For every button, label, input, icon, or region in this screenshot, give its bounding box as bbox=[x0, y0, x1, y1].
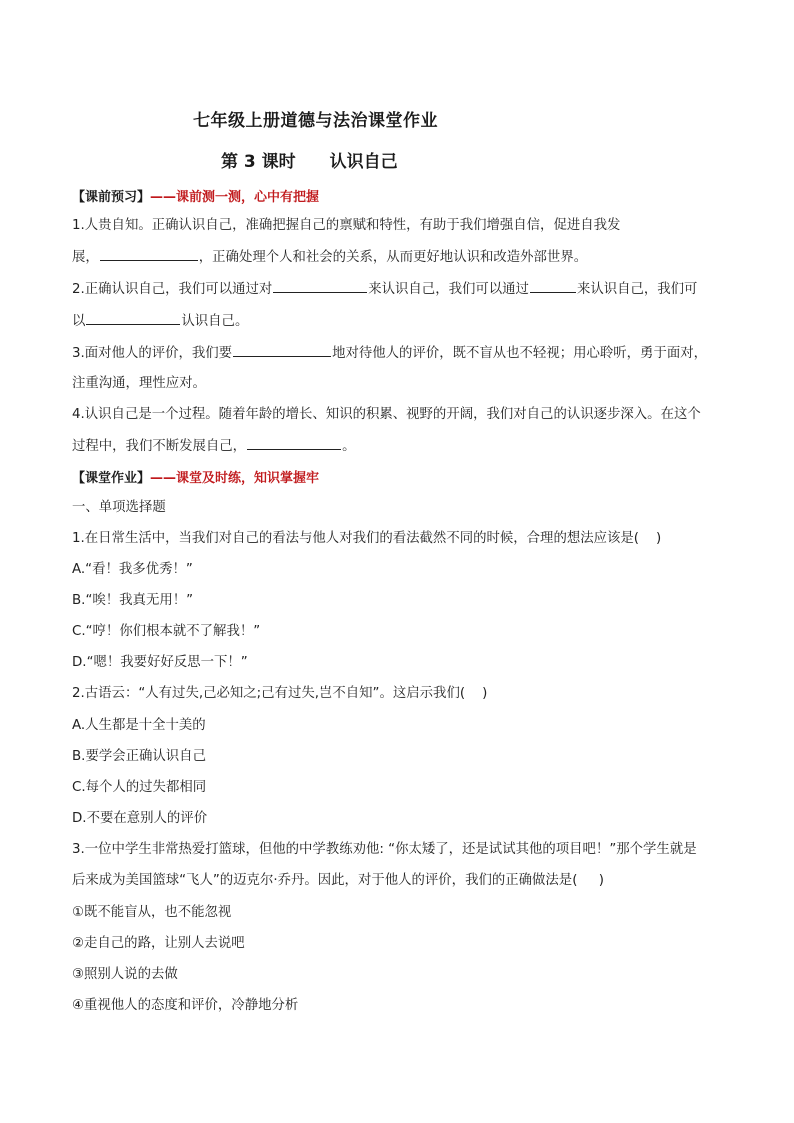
lesson-number: 第 3 课时 bbox=[221, 152, 296, 172]
choice-q2-option-a[interactable]: A.人生都是十全十美的 bbox=[72, 718, 206, 733]
preview-q4-line1: 4.认识自己是一个过程。随着年龄的增长、知识的积累、视野的开阔，我们对自己的认识逐步深入。在这个 bbox=[72, 407, 701, 422]
choice-q1-stem: 1.在日常生活中，当我们对自己的看法与他人对我们的看法截然不同的时候，合理的想法应该是( ) bbox=[72, 531, 662, 546]
answer-blank[interactable] bbox=[233, 343, 331, 357]
choice-q2-option-c[interactable]: C.每个人的过失都相同 bbox=[72, 780, 207, 795]
choice-q3-stem-line1: 3.一位中学生非常热爱打篮球，但他的中学教练劝他: “你太矮了，还是试试其他的项目吧！”那个学生就是 bbox=[72, 842, 697, 857]
choice-q3-stem-line2: 后来成为美国篮球“飞人”的迈克尔·乔丹。因此，对于他人的评价，我们的正确做法是( ) bbox=[72, 873, 604, 888]
choice-q3-item-3: ③照别人说的去做 bbox=[72, 967, 178, 982]
class-section-label: 【课堂作业】 bbox=[72, 471, 151, 486]
preview-q2-line2: 以 认识自己。 bbox=[72, 311, 248, 332]
choice-heading: 一、单项选择题 bbox=[72, 500, 166, 515]
preview-q2-line1: 2.正确认识自己，我们可以通过对 来认识自己，我们可以通过 来认识自己，我们可 bbox=[72, 279, 697, 300]
preview-q1-line2: 展， ，正确处理个人和社会的关系，从而更好地认识和改造外部世界。 bbox=[72, 247, 587, 268]
choice-q2-option-d[interactable]: D.不要在意别人的评价 bbox=[72, 811, 208, 826]
preview-q4-line2: 过程中，我们不断发展自己， 。 bbox=[72, 436, 355, 457]
choice-q2-option-b[interactable]: B.要学会正确认识自己 bbox=[72, 749, 206, 764]
preview-q3-line2: 注重沟通，理性应对。 bbox=[72, 376, 206, 391]
page-title: 七年级上册道德与法治课堂作业 bbox=[193, 111, 438, 131]
preview-q3-line1: 3.面对他人的评价，我们要 地对待他人的评价，既不盲从也不轻视；用心聆听，勇于面对， bbox=[72, 343, 707, 364]
choice-q3-item-4: ④重视他人的态度和评价，冷静地分析 bbox=[72, 998, 299, 1013]
preview-section-header bbox=[72, 186, 319, 205]
choice-q2-stem: 2.古语云：“人有过失,己必知之;己有过失,岂不自知”。这启示我们( ) bbox=[72, 686, 488, 701]
choice-q1-option-b[interactable]: B.“唉！我真无用！” bbox=[72, 593, 194, 608]
answer-blank[interactable] bbox=[100, 247, 198, 261]
answer-blank[interactable] bbox=[273, 279, 367, 293]
choice-q3-item-1: ①既不能盲从，也不能忽视 bbox=[72, 905, 232, 920]
choice-q1-option-c[interactable]: C.“哼！你们根本就不了解我！” bbox=[72, 624, 261, 639]
preview-section-slogan: ——课前测一测，心中有把握 bbox=[150, 190, 320, 205]
lesson-heading bbox=[221, 147, 398, 172]
lesson-name: 认识自己 bbox=[329, 152, 398, 172]
preview-section-label: 【课前预习】 bbox=[72, 190, 151, 205]
preview-q1-line1: 1.人贵自知。正确认识自己，准确把握自己的禀赋和特性，有助于我们增强自信，促进自我发 bbox=[72, 218, 621, 233]
answer-blank[interactable] bbox=[530, 279, 576, 293]
answer-blank[interactable] bbox=[86, 311, 180, 325]
choice-q1-option-d[interactable]: D.“嗯！我要好好反思一下！” bbox=[72, 655, 248, 670]
class-section-header bbox=[72, 467, 319, 486]
choice-q3-item-2: ②走自己的路，让别人去说吧 bbox=[72, 936, 245, 951]
class-section-slogan: ——课堂及时练，知识掌握牢 bbox=[150, 471, 320, 486]
choice-q1-option-a[interactable]: A.“看！我多优秀！” bbox=[72, 562, 193, 577]
answer-blank[interactable] bbox=[247, 436, 341, 450]
